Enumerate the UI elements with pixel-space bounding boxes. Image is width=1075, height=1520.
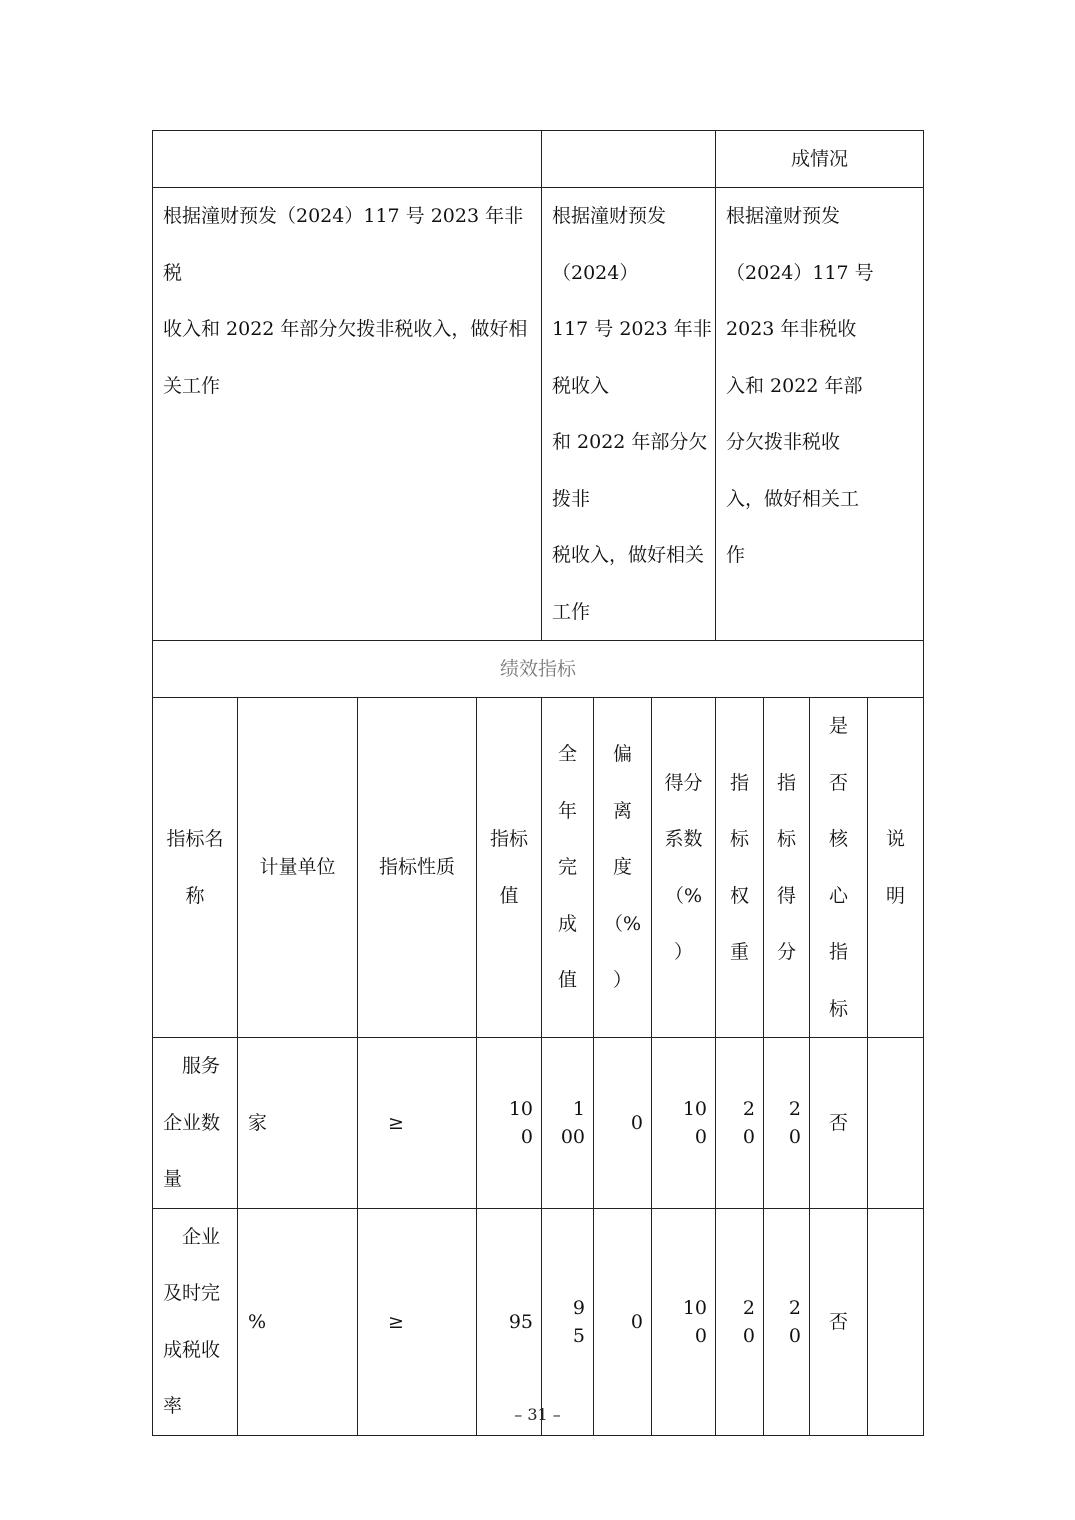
basis-row xyxy=(153,188,924,641)
cell-note xyxy=(868,1208,924,1435)
header-nature: 指标性质 xyxy=(358,698,477,1038)
header-value: 指标 值 xyxy=(477,698,542,1038)
header-name: 指标名 称 xyxy=(153,698,238,1038)
cell-actual: 9 5 xyxy=(542,1208,594,1435)
cell-weight: 2 0 xyxy=(716,1208,764,1435)
page-number: – 31 – xyxy=(514,1405,561,1424)
top-middle-cell xyxy=(542,131,716,188)
cell-actual: 1 00 xyxy=(542,1038,594,1209)
cell-score: 2 0 xyxy=(764,1208,810,1435)
header-weight: 指 标 权 重 xyxy=(716,698,764,1038)
basis-text-3: 根据潼财预发 （2024）117 号 2023 年非税收 入和 2022 年部 分欠拨非税收 入，做好相关工 作 xyxy=(726,205,874,566)
header-actual: 全 年 完 成 值 xyxy=(542,698,594,1038)
cell-coefficient: 10 0 xyxy=(652,1038,716,1209)
header-core: 是 否 核 心 指 标 xyxy=(810,698,868,1038)
basis-cell-1 xyxy=(153,188,542,641)
basis-text-2: 根据潼财预发（2024） 117 号 2023 年非税收入 和 2022 年部分欠拨非 税收入，做好相关工作 xyxy=(552,205,712,623)
cell-note xyxy=(868,1038,924,1209)
basis-cell-2 xyxy=(542,188,716,641)
top-row xyxy=(153,131,924,188)
cell-deviation: 0 xyxy=(594,1038,652,1209)
cell-core: 否 xyxy=(810,1038,868,1209)
top-left-cell xyxy=(153,131,542,188)
basis-text-1: 根据潼财预发（2024）117 号 2023 年非税 收入和 2022 年部分欠拨非税收入，做好相 关工作 xyxy=(163,205,528,397)
cell-value: 10 0 xyxy=(477,1038,542,1209)
header-coefficient: 得分 系数 （% ） xyxy=(652,698,716,1038)
header-unit: 计量单位 xyxy=(238,698,358,1038)
cell-coefficient: 10 0 xyxy=(652,1208,716,1435)
top-right-cell xyxy=(716,131,924,188)
header-note: 说 明 xyxy=(868,698,924,1038)
cell-name: 服务 企业数 量 xyxy=(153,1038,238,1209)
cell-value: 95 xyxy=(477,1208,542,1435)
header-row xyxy=(153,698,924,1038)
header-deviation: 偏 离 度 （% ） xyxy=(594,698,652,1038)
section-title-row xyxy=(153,641,924,698)
cell-nature: ≥ xyxy=(358,1038,477,1209)
cell-unit: 家 xyxy=(238,1038,358,1209)
cell-score: 2 0 xyxy=(764,1038,810,1209)
basis-cell-3 xyxy=(716,188,924,641)
table-row xyxy=(153,1038,924,1209)
header-score: 指 标 得 分 xyxy=(764,698,810,1038)
section-title: 绩效指标 xyxy=(153,641,924,698)
cell-name: 企业 及时完 成税收 率 xyxy=(153,1208,238,1435)
cell-weight: 2 0 xyxy=(716,1038,764,1209)
cell-unit: % xyxy=(238,1208,358,1435)
cell-deviation: 0 xyxy=(594,1208,652,1435)
cell-core: 否 xyxy=(810,1208,868,1435)
cell-nature: ≥ xyxy=(358,1208,477,1435)
table-row xyxy=(153,1208,924,1435)
completion-status-label: 成情况 xyxy=(791,148,849,170)
performance-table xyxy=(152,130,924,1436)
